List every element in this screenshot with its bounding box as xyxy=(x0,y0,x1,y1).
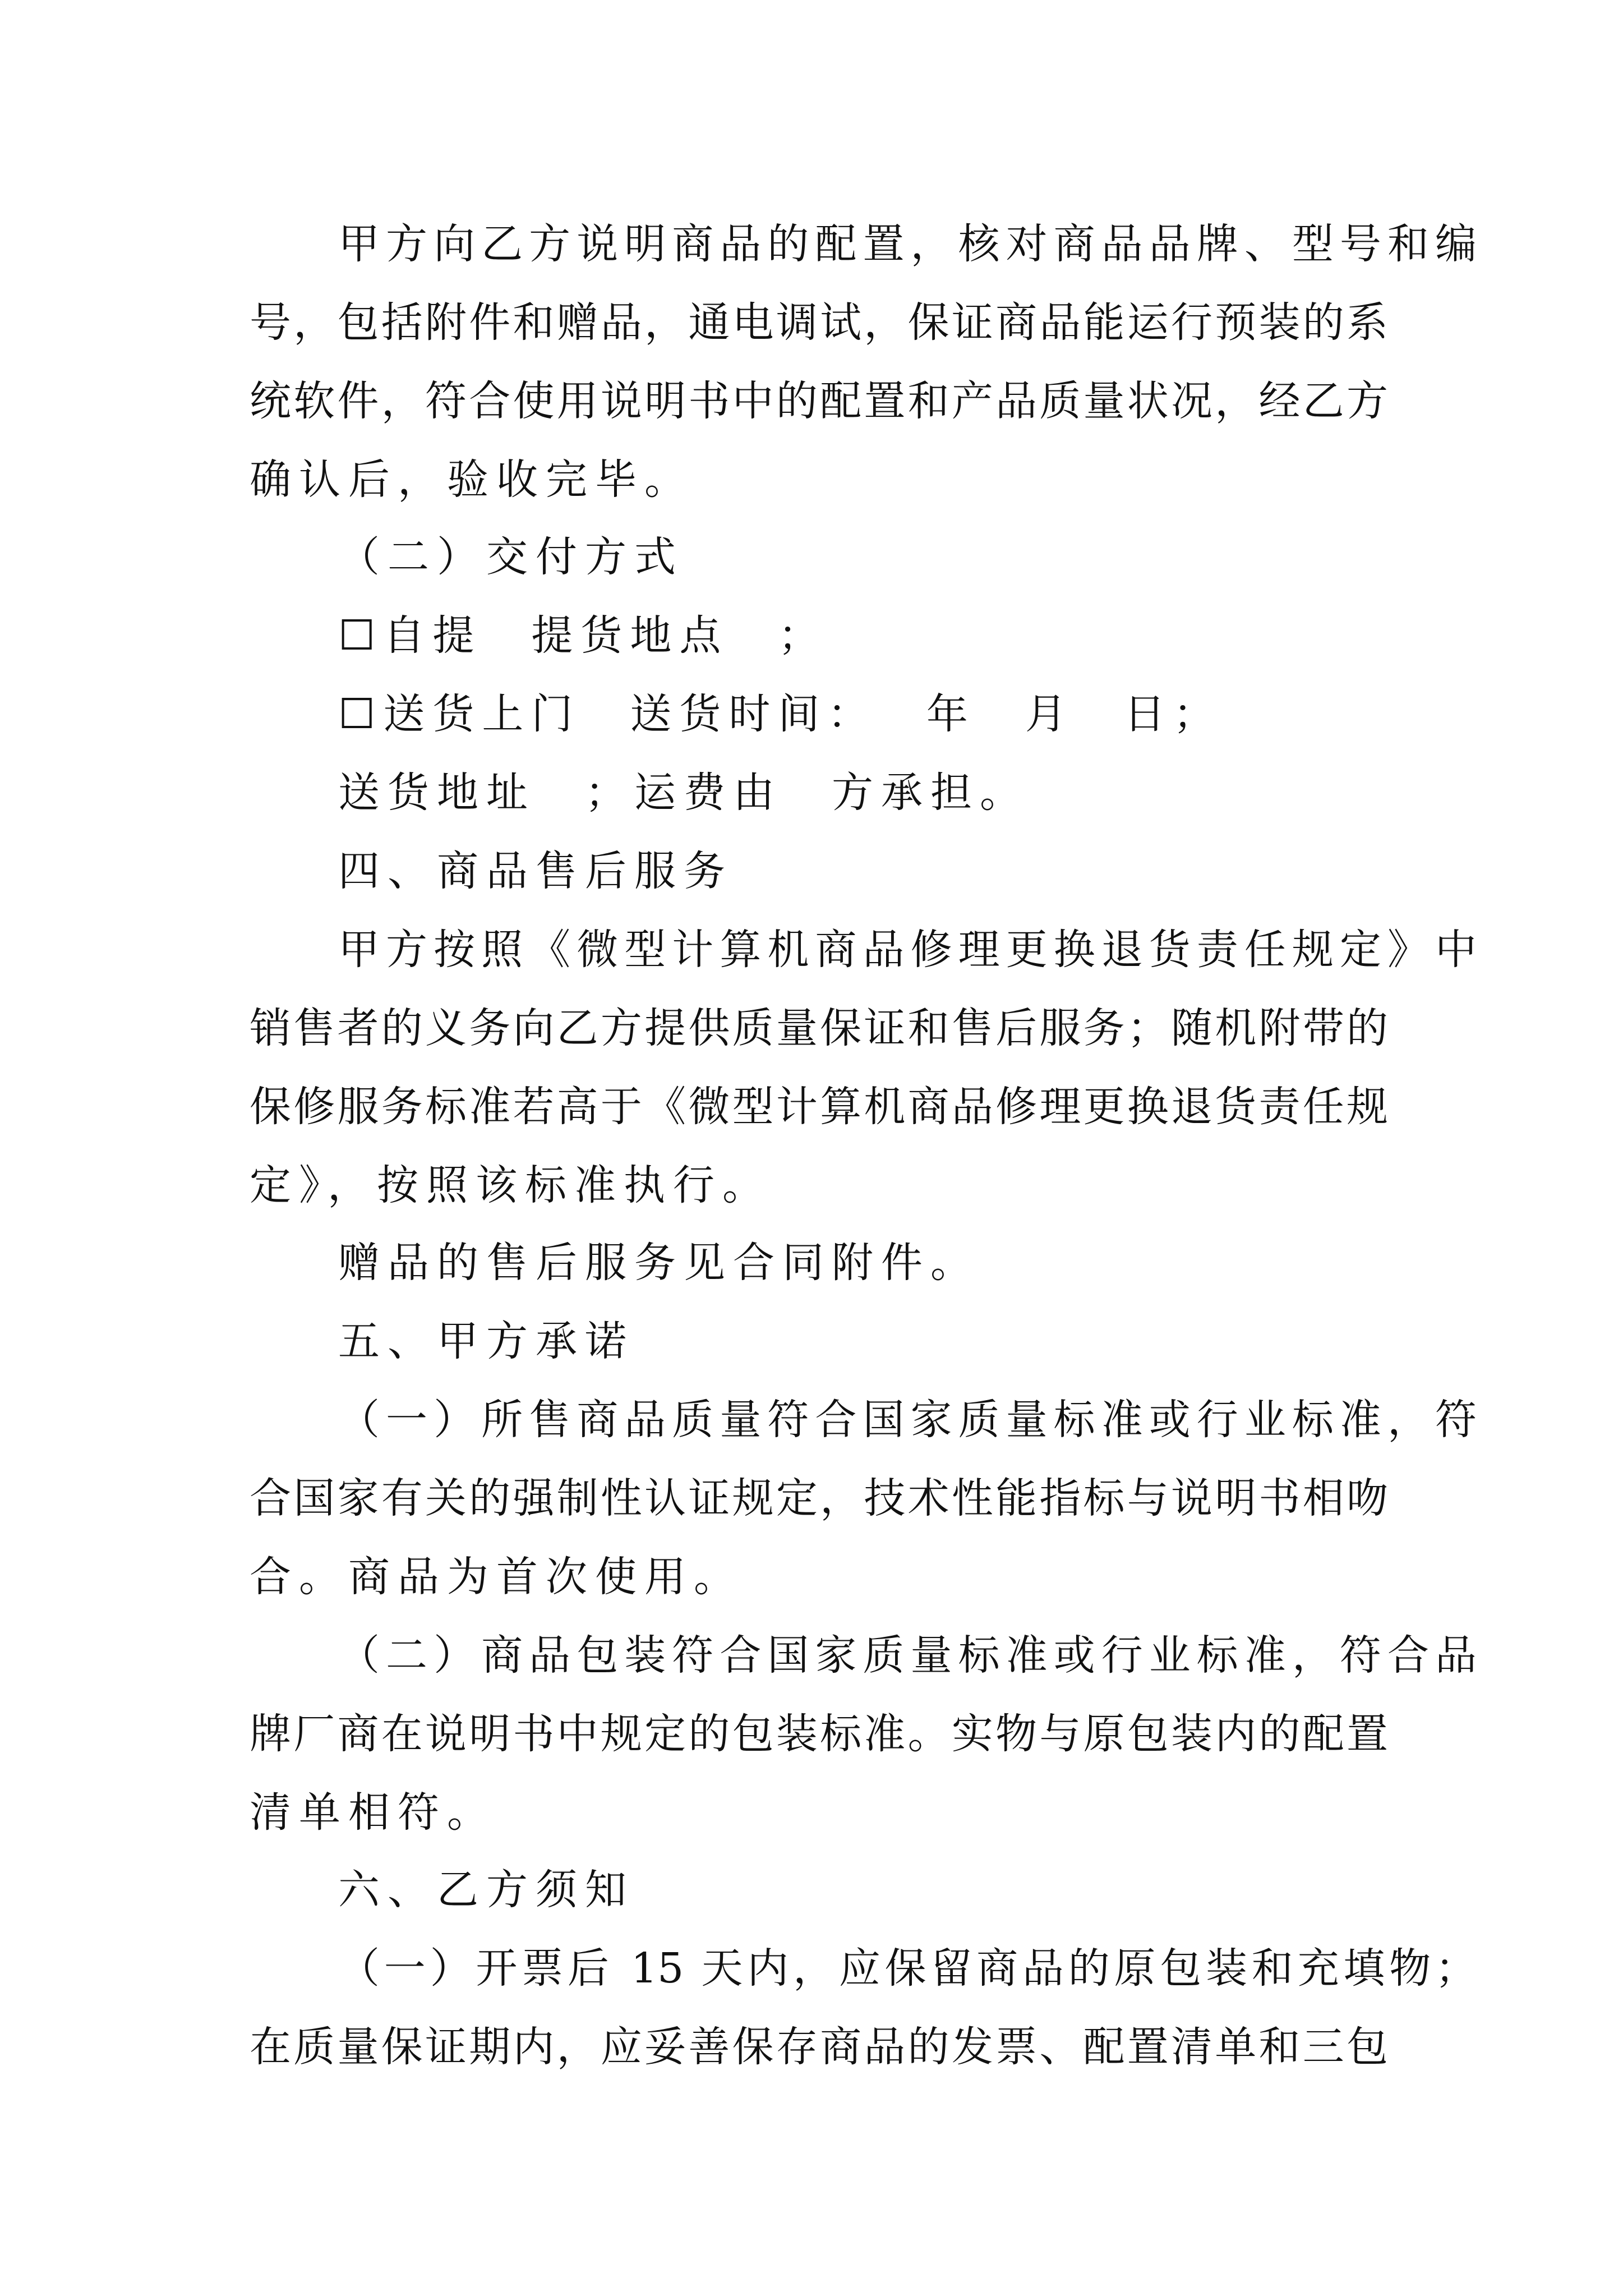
paragraph-line: 牌厂商在说明书中规定的包装标准。实物与原包装内的配置 xyxy=(250,1710,1388,1758)
paragraph-line: （一）所售商品质量符合国家质量标准或行业标准，符 xyxy=(338,1396,1477,1444)
paragraph-line: 号，包括附件和赠品，通电调试，保证商品能运行预装的系 xyxy=(250,298,1388,347)
paragraph-line: 定》，按照该标准执行。 xyxy=(250,1161,772,1209)
paragraph-line: 清单相符。 xyxy=(250,1788,496,1837)
paragraph-line: （二）商品包装符合国家质量标准或行业标准，符合品 xyxy=(338,1631,1477,1680)
paragraph-line: 保修服务标准若高于《微型计算机商品修理更换退货责任规 xyxy=(250,1083,1388,1131)
section-heading: （二）交付方式 xyxy=(338,533,684,581)
checkbox-option-pickup: ☐自提 提货地点 ； xyxy=(338,611,828,660)
section-heading: 六、乙方须知 xyxy=(338,1866,634,1914)
paragraph-line: 统软件，符合使用说明书中的配置和产品质量状况，经乙方 xyxy=(250,377,1388,425)
paragraph-line: 甲方按照《微型计算机商品修理更换退货责任规定》中 xyxy=(338,926,1477,974)
paragraph-line: 确认后，验收完毕。 xyxy=(250,455,694,504)
paragraph-line: 赠品的售后服务见合同附件。 xyxy=(338,1239,980,1287)
paragraph-line: 甲方向乙方说明商品的配置，核对商品品牌、型号和编 xyxy=(338,220,1477,268)
section-heading: 四、商品售后服务 xyxy=(338,847,733,895)
section-heading: 五、甲方承诺 xyxy=(338,1317,634,1365)
paragraph-line: 送货地址 ；运费由 方承担。 xyxy=(338,769,1029,817)
paragraph-line: 合国家有关的强制性认证规定，技术性能指标与说明书相吻 xyxy=(250,1474,1388,1522)
paragraph-line: （一）开票后 15 天内，应保留商品的原包装和充填物； xyxy=(338,1944,1477,1993)
paragraph-line: 销售者的义务向乙方提供质量保证和售后服务；随机附带的 xyxy=(250,1004,1388,1052)
paragraph-line: 合。商品为首次使用。 xyxy=(250,1553,743,1601)
checkbox-option-delivery: ☐送货上门 送货时间： 年 月 日； xyxy=(338,690,1223,738)
paragraph-line: 在质量保证期内，应妥善保存商品的发票、配置清单和三包 xyxy=(250,2023,1388,2071)
